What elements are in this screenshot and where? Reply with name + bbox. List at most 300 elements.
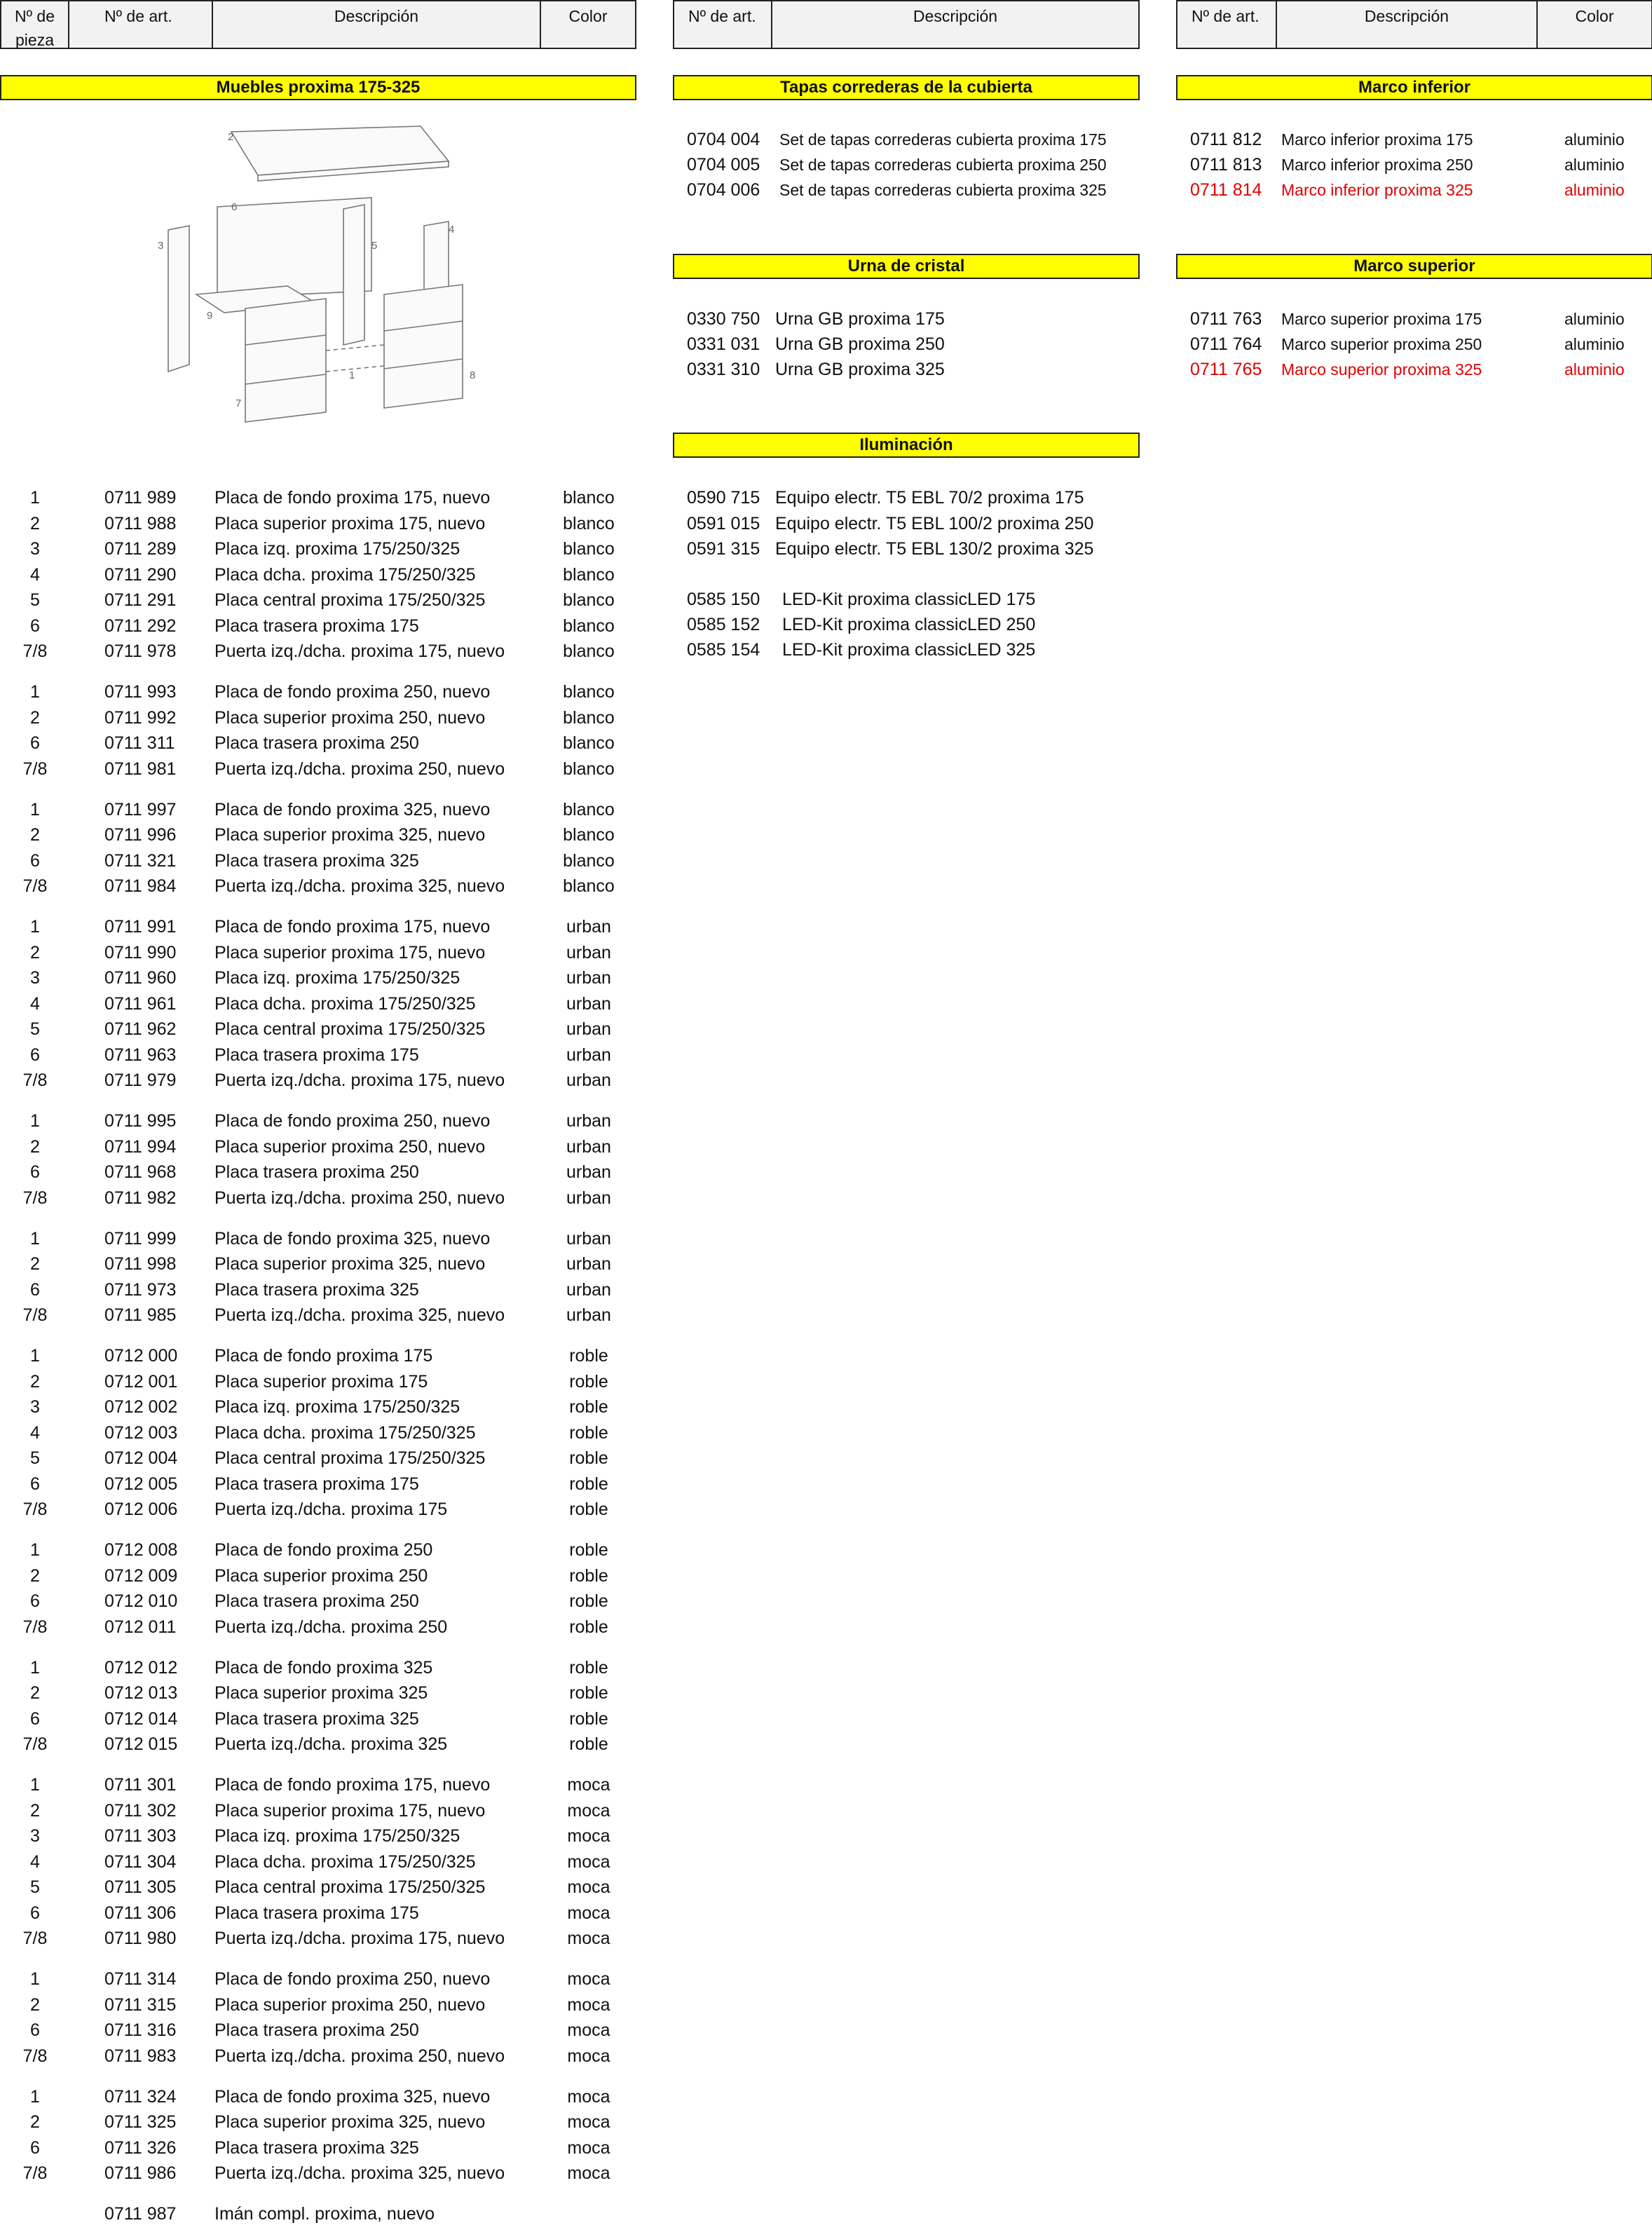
cell-color: urban [566,1137,611,1157]
cell-color: blanco [563,708,615,728]
cell-color: roble [569,1683,608,1703]
cell-art: 0712 005 [104,1474,178,1494]
table-row [0,1563,652,1589]
cell-art: 0711 324 [104,2087,177,2107]
cell-desc: Placa trasera proxima 325 [214,2138,419,2158]
table-row [0,1134,652,1160]
cell-color: roble [569,1397,608,1417]
table-row [0,1992,652,2018]
section-urna: Urna de cristal [673,254,1140,279]
diagram-label: 6 [231,201,238,213]
table-row [0,1017,652,1042]
table-row [0,679,652,705]
cell-desc: Puerta izq./dcha. proxima 175 [214,1500,448,1519]
cell-color: roble [569,1500,608,1519]
cell-pieza: 6 [30,1162,40,1182]
cell-color: roble [569,1448,608,1468]
cell-color: urban [566,1019,611,1039]
cell-pieza: 3 [30,539,40,559]
table-row [0,1226,652,1251]
table-row [0,940,652,965]
cell-desc: Placa de fondo proxima 175, nuevo [214,1775,491,1795]
cell-desc: Placa trasera proxima 325 [214,851,419,871]
cell-art: 0712 003 [104,1423,178,1443]
table-row [0,2201,652,2226]
cell-art: 0712 010 [104,1591,178,1611]
cell-art: 0711 311 [104,733,175,753]
cell-pieza: 4 [30,1423,40,1443]
cell-desc: Placa superior proxima 175, nuevo [214,943,486,963]
cell-color: blanco [563,800,615,820]
cell-pieza: 3 [30,1397,40,1417]
cell-desc: Placa dcha. proxima 175/250/325 [214,994,476,1014]
cell-pieza: 1 [30,682,40,702]
cell-color: blanco [563,514,615,533]
cell-color: urban [566,1254,611,1274]
cell-desc: Placa trasera proxima 325 [214,1280,419,1300]
cell-pieza: 1 [30,1658,40,1678]
cell-pieza: 6 [30,616,40,636]
cell-pieza: 5 [30,590,40,610]
table-row [0,2084,652,2109]
cell-art: 0711 289 [104,539,177,559]
cell-art: 0712 015 [104,1734,178,1754]
cell-desc: Placa de fondo proxima 250, nuevo [214,1111,491,1131]
diagram-label: 1 [349,369,355,381]
cell-desc: Placa dcha. proxima 175/250/325 [214,1423,476,1443]
cell-color: blanco [563,565,615,585]
cell-pieza: 6 [30,733,40,753]
diagram-label: 2 [228,131,234,143]
table-row [0,1875,652,1900]
cell-art: 0711 986 [104,2163,177,2183]
cell-desc: Placa de fondo proxima 175, nuevo [214,917,491,937]
cell-art: 0711 988 [104,514,177,533]
section-marco-inferior: Marco inferior [1176,75,1652,100]
cell-desc: Placa izq. proxima 175/250/325 [214,968,460,988]
cell-art: 0711 291 [104,590,177,610]
cell-color: moca [567,1775,610,1795]
header-art: Nº de art. [674,1,772,48]
table-row [0,705,652,730]
cell-color: blanco [563,825,615,845]
cell-desc: Placa superior proxima 175 [214,1372,428,1392]
header-art: Nº de art. [1177,1,1277,48]
table-row [0,822,652,848]
table-row [0,1849,652,1875]
cell-pieza: 2 [30,2112,40,2132]
cell-color: roble [569,1591,608,1611]
diagram-label: 5 [371,240,378,252]
cell-color: urban [566,1188,611,1208]
cell-pieza: 1 [30,1540,40,1560]
cell-pieza: 2 [30,1995,40,2015]
table-row [0,2018,652,2043]
header-desc: Descripción [913,7,998,25]
cell-art: 0712 006 [104,1500,178,1519]
cell-pieza: 6 [30,1045,40,1065]
section-muebles: Muebles proxima 175-325 [0,75,636,100]
cell-art: 0711 994 [104,1137,177,1157]
cell-desc: Puerta izq./dcha. proxima 175, nuevo [214,641,505,661]
table-row [0,536,652,562]
cell-art: 0711 993 [104,682,177,702]
cell-color: urban [566,1229,611,1249]
cell-desc: Placa izq. proxima 175/250/325 [214,539,460,559]
cell-art: 0712 011 [104,1617,177,1637]
cell-desc: Puerta izq./dcha. proxima 325, nuevo [214,876,505,896]
cell-pieza: 7/8 [22,1734,48,1754]
cell-color: moca [567,2163,610,2183]
cell-desc: Placa trasera proxima 175 [214,1045,419,1065]
cell-art: 0711 326 [104,2138,177,2158]
cell-pieza: 3 [30,1826,40,1846]
cell-art: 0712 013 [104,1683,178,1703]
table-row [0,1160,652,1185]
cell-color: roble [569,1658,608,1678]
table-row [0,2109,652,2135]
cell-desc: Placa de fondo proxima 175 [214,1346,433,1366]
cell-color: moca [567,1877,610,1897]
cell-color: roble [569,1617,608,1637]
cell-desc: Placa superior proxima 175, nuevo [214,1801,486,1821]
diagram-label: 7 [235,397,242,409]
table-row [0,991,652,1017]
cell-pieza: 1 [30,2087,40,2107]
table-row [0,1068,652,1093]
cell-color: blanco [563,759,615,779]
diagram-label: 9 [207,310,213,322]
table-row [0,1589,652,1614]
cell-pieza: 6 [30,1591,40,1611]
cell-color: moca [567,2087,610,2107]
furniture-exploded-diagram [140,119,519,435]
cell-pieza: 2 [30,943,40,963]
table-row [0,756,652,782]
table-row [0,1901,652,1926]
cell-desc: Placa trasera proxima 250 [214,1162,419,1182]
cell-art: 0712 009 [104,1566,178,1586]
cell-pieza: 7/8 [22,2163,48,2183]
cell-pieza: 2 [30,1137,40,1157]
cell-color: blanco [563,876,615,896]
table-row [0,2044,652,2069]
cell-color: blanco [563,733,615,753]
cell-art: 0711 983 [104,2046,177,2066]
cell-desc: Puerta izq./dcha. proxima 250, nuevo [214,2046,505,2066]
cell-color: moca [567,1801,610,1821]
cell-desc: Placa trasera proxima 250 [214,2020,419,2040]
cell-desc: Placa superior proxima 250 [214,1566,428,1586]
table-row [0,1042,652,1068]
cell-art: 0711 961 [104,994,177,1014]
table-row [0,1369,652,1394]
table-row [0,1966,652,1992]
table-row [0,2135,652,2161]
cell-pieza: 2 [30,825,40,845]
table-row [0,1420,652,1446]
cell-color: blanco [563,616,615,636]
cell-art: 0711 302 [104,1801,177,1821]
cell-pieza: 7/8 [22,1188,48,1208]
cell-desc: Puerta izq./dcha. proxima 325, nuevo [214,1305,505,1325]
table-row [0,1926,652,1951]
cell-art: 0711 963 [104,1045,177,1065]
cell-desc: Placa de fondo proxima 250, nuevo [214,682,491,702]
header-desc: Descripción [213,1,541,48]
table-row [0,1497,652,1522]
cell-color: roble [569,1566,608,1586]
cell-desc: Placa superior proxima 325 [214,1683,428,1703]
cell-color: roble [569,1734,608,1754]
cell-desc: Placa superior proxima 325, nuevo [214,1254,486,1274]
table-row [0,1732,652,1757]
cell-art: 0711 980 [104,1929,177,1948]
table-row [0,1537,652,1563]
cell-pieza: 7/8 [22,1305,48,1325]
table-row [0,1471,652,1497]
cell-pieza: 2 [30,1566,40,1586]
table-row [0,1185,652,1211]
cell-pieza: 5 [30,1019,40,1039]
cell-art: 0711 996 [104,825,177,845]
table-row [0,1394,652,1420]
cell-color: roble [569,1346,608,1366]
cell-color: urban [566,1070,611,1090]
cell-art: 0712 000 [104,1346,178,1366]
cell-color: roble [569,1423,608,1443]
table-row [0,639,652,664]
table-row [0,914,652,939]
cell-pieza: 6 [30,1280,40,1300]
cell-desc: Placa superior proxima 325, nuevo [214,825,486,845]
cell-art: 0712 001 [104,1372,178,1392]
cell-art: 0711 315 [104,1995,177,2015]
cell-pieza: 1 [30,488,40,508]
table-row [0,1277,652,1303]
cell-pieza: 3 [30,968,40,988]
cell-art: 0712 008 [104,1540,178,1560]
cell-pieza: 4 [30,1852,40,1872]
cell-art: 0711 314 [104,1969,177,1989]
cell-desc: Puerta izq./dcha. proxima 250, nuevo [214,1188,505,1208]
cell-color: urban [566,1305,611,1325]
cell-art: 0712 004 [104,1448,178,1468]
cell-pieza: 5 [30,1448,40,1468]
cell-desc: Placa trasera proxima 325 [214,1709,419,1729]
cell-color: urban [566,917,611,937]
cell-color: blanco [563,682,615,702]
table-row [0,1614,652,1640]
header-color: Color [568,7,608,25]
cell-desc: Placa dcha. proxima 175/250/325 [214,565,476,585]
cell-desc: Puerta izq./dcha. proxima 325 [214,1734,448,1754]
table-row [0,797,652,822]
cell-desc: Placa de fondo proxima 325, nuevo [214,800,491,820]
cell-desc: Puerta izq./dcha. proxima 175, nuevo [214,1070,505,1090]
cell-art: 0711 316 [104,2020,177,2040]
cell-desc: Placa de fondo proxima 325, nuevo [214,2087,491,2107]
cell-pieza: 2 [30,514,40,533]
cell-pieza: 6 [30,1709,40,1729]
cell-art: 0711 290 [104,565,177,585]
cell-pieza: 6 [30,851,40,871]
cell-art: 0711 960 [104,968,177,988]
table-row [0,613,652,639]
cell-art: 0711 301 [104,1775,177,1795]
cell-pieza: 5 [30,1877,40,1897]
right-header [1176,0,1652,49]
cell-art: 0711 987 [104,2204,177,2224]
cell-pieza: 2 [30,1254,40,1274]
cell-pieza: 7/8 [22,759,48,779]
diagram-label: 3 [158,240,164,252]
table-row [0,1706,652,1732]
header-art: Nº de art. [69,1,213,48]
cell-color: moca [567,2020,610,2040]
cell-color: blanco [563,488,615,508]
cell-pieza: 1 [30,800,40,820]
cell-color: urban [566,1280,611,1300]
header-color: Color [1575,7,1614,25]
cell-art: 0711 303 [104,1826,177,1846]
cell-color: moca [567,1852,610,1872]
cell-art: 0711 968 [104,1162,177,1182]
cell-art: 0711 990 [104,943,177,963]
cell-art: 0711 989 [104,488,177,508]
cell-color: moca [567,2046,610,2066]
diagram-label: 8 [470,369,476,381]
cell-art: 0711 306 [104,1903,177,1923]
cell-color: moca [567,1969,610,1989]
table-row [0,1303,652,1328]
cell-desc: Puerta izq./dcha. proxima 325, nuevo [214,2163,505,2183]
cell-desc: Placa superior proxima 250, nuevo [214,1995,486,2015]
cell-pieza: 2 [30,1683,40,1703]
cell-art: 0711 992 [104,708,177,728]
cell-desc: Placa superior proxima 250, nuevo [214,1137,486,1157]
cell-art: 0711 962 [104,1019,177,1039]
cell-art: 0711 997 [104,800,177,820]
cell-desc: Placa izq. proxima 175/250/325 [214,1826,460,1846]
cell-color: blanco [563,590,615,610]
cell-art: 0712 014 [104,1709,178,1729]
diagram-label: 4 [449,224,455,236]
cell-pieza: 1 [30,1346,40,1366]
cell-desc: Puerta izq./dcha. proxima 175, nuevo [214,1929,505,1948]
cell-color: blanco [563,851,615,871]
cell-art: 0711 304 [104,1852,177,1872]
cell-color: moca [567,1903,610,1923]
cell-pieza: 6 [30,1474,40,1494]
table-row [0,485,652,510]
section-marco-superior: Marco superior [1176,254,1652,279]
cell-desc: Placa de fondo proxima 325, nuevo [214,1229,491,1249]
cell-pieza: 1 [30,917,40,937]
cell-color: moca [567,1929,610,1948]
cell-desc: Placa dcha. proxima 175/250/325 [214,1852,476,1872]
table-row [0,1108,652,1134]
cell-art: 0711 982 [104,1188,177,1208]
section-tapas: Tapas correderas de la cubierta [673,75,1140,100]
cell-color: moca [567,1826,610,1846]
cell-color: roble [569,1372,608,1392]
cell-color: moca [567,2112,610,2132]
cell-desc: Placa central proxima 175/250/325 [214,1448,486,1468]
cell-color: roble [569,1709,608,1729]
cell-pieza: 7/8 [22,876,48,896]
cell-pieza: 7/8 [22,641,48,661]
cell-pieza: 4 [30,565,40,585]
cell-pieza: 7/8 [22,1617,48,1637]
cell-pieza: 1 [30,1969,40,1989]
cell-color: moca [567,2138,610,2158]
cell-desc: Placa trasera proxima 175 [214,1474,419,1494]
cell-art: 0711 981 [104,759,177,779]
cell-pieza: 1 [30,1229,40,1249]
cell-art: 0711 978 [104,641,177,661]
table-row [0,1798,652,1823]
cell-art: 0712 002 [104,1397,178,1417]
cell-desc: Placa trasera proxima 250 [214,733,419,753]
cell-art: 0711 998 [104,1254,177,1274]
table-row [0,873,652,899]
cell-color: urban [566,968,611,988]
table-row [0,1823,652,1849]
cell-desc: Placa trasera proxima 175 [214,616,419,636]
cell-desc: Placa trasera proxima 175 [214,1903,419,1923]
cell-pieza: 6 [30,1903,40,1923]
cell-pieza: 4 [30,994,40,1014]
cell-art: 0711 325 [104,2112,177,2132]
middle-header [673,0,1140,49]
cell-art: 0711 979 [104,1070,177,1090]
cell-desc: Placa de fondo proxima 325 [214,1658,433,1678]
cell-color: urban [566,994,611,1014]
cell-desc: Imán compl. proxima, nuevo [214,2204,435,2224]
cell-art: 0711 991 [104,917,177,937]
cell-color: blanco [563,539,615,559]
cell-pieza: 7/8 [22,1929,48,1948]
table-row [0,965,652,991]
cell-pieza: 6 [30,2020,40,2040]
cell-desc: Placa central proxima 175/250/325 [214,590,486,610]
cell-desc: Placa trasera proxima 250 [214,1591,419,1611]
header-pieza: Nº de pieza [1,1,69,48]
table-row [0,1772,652,1797]
table-row [0,1680,652,1706]
cell-desc: Placa superior proxima 250, nuevo [214,708,486,728]
cell-art: 0712 012 [104,1658,178,1678]
cell-pieza: 7/8 [22,2046,48,2066]
cell-desc: Placa central proxima 175/250/325 [214,1019,486,1039]
cell-desc: Puerta izq./dcha. proxima 250, nuevo [214,759,505,779]
cell-pieza: 7/8 [22,1070,48,1090]
cell-pieza: 1 [30,1111,40,1131]
table-row [0,1343,652,1368]
cell-art: 0711 999 [104,1229,177,1249]
cell-pieza: 2 [30,1372,40,1392]
cell-pieza: 7/8 [22,1500,48,1519]
cell-art: 0711 292 [104,616,177,636]
cell-pieza: 2 [30,708,40,728]
table-row [0,1655,652,1680]
cell-color: roble [569,1474,608,1494]
cell-pieza: 1 [30,1775,40,1795]
cell-color: urban [566,1045,611,1065]
cell-color: urban [566,1162,611,1182]
cell-desc: Placa superior proxima 325, nuevo [214,2112,486,2132]
